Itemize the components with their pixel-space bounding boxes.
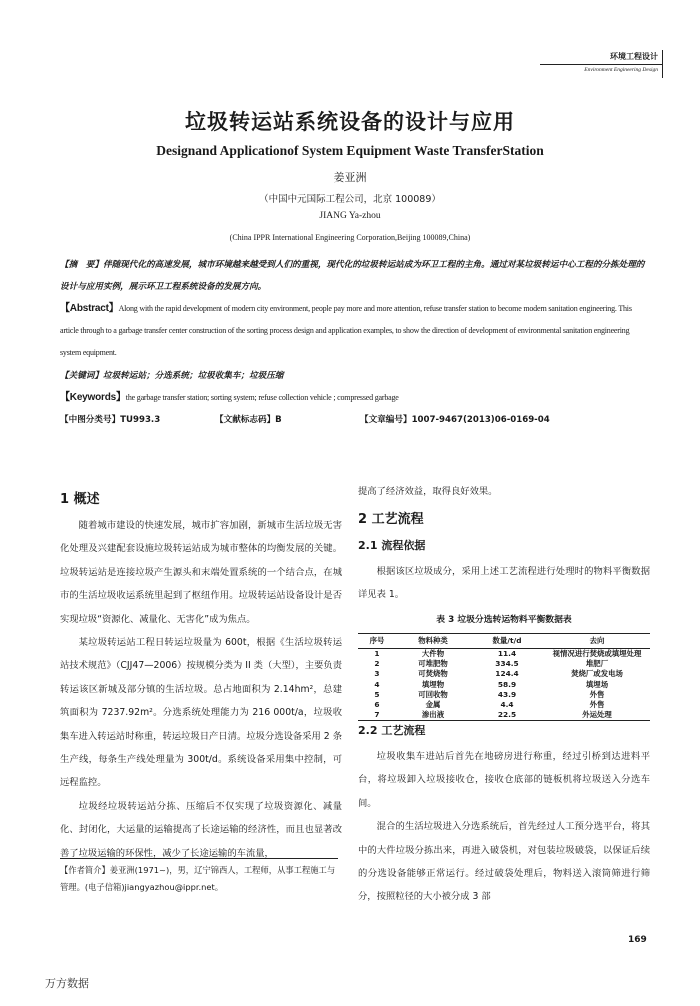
article-title-en: Designand Applicationof System Equipment Waste TransferStation: [156, 143, 544, 158]
table-row: [358, 700, 650, 710]
table-cell: 可焚烧物: [418, 669, 448, 679]
table-row: [358, 690, 650, 700]
clc-number: 【中图分类号】TU993.3: [60, 415, 161, 425]
table-cell: 334.5: [495, 659, 519, 669]
paragraph: 混合的生活垃圾进入分选系统后，首先经过人工预分选平台，将其中的大件垃圾分拣出来，再进入破袋机，对包装垃圾破袋，以保证后续的分选设备能够正常运行。经过破袋处理后，物料送入滚筒筛进行筛分，按照粒径的大小被分成 3 部: [358, 821, 650, 903]
table-cell: 2: [374, 659, 380, 669]
paragraph: 垃圾收集车进站后首先在地磅房进行称重，经过引桥到达进料平台，将垃圾卸入垃圾接收仓，接收仓底部的链板机将垃圾送入分选车间。: [358, 751, 650, 809]
subsection-2-1-heading: 2.1 流程依据: [358, 539, 426, 552]
table-row: [358, 659, 650, 669]
table-cell: 4: [374, 679, 380, 689]
subsection-2-2-heading: 2.2 工艺流程: [358, 724, 426, 737]
table-header-cell: 数量/t/d: [470, 634, 544, 649]
table-cell: 视情况进行焚烧或填埋处理: [552, 649, 642, 658]
abstract-en-text: Along with the rapid development of modern city environment, people pay more and more attention, refuse transfer station to become modern sanitation engineering. This article through to a garbage transfer center construction of the sorting process design and application examples, to show the direction of development of environmental sanitation engineering system equipment.: [60, 304, 632, 357]
table-header-cell: 序号: [358, 634, 396, 649]
table-row: [358, 680, 650, 690]
journal-name-en: Environment Engineering Design: [584, 67, 658, 73]
table-header-row: [358, 634, 650, 649]
table-cell: 4.4: [500, 700, 514, 710]
author-footnote: 【作者简介】姜亚洲(1971~)，男，辽宁锦西人，工程师，从事工程施工与管理。(电子信箱)jiangyazhou@ippr.net。: [60, 865, 336, 892]
keywords-en-text: the garbage transfer station; sorting system; refuse collection vehicle ; compressed garbage: [125, 393, 399, 402]
table-cell: 22.5: [470, 710, 544, 721]
table-title: 表 3 垃圾分选转运物料平衡数据表: [436, 615, 572, 625]
paragraph: 某垃圾转运站工程日转运垃圾量为 600t，根据《生活垃圾转运站技术规范》（CJJ47—2006）按规模分类为 II 类（大型），主要负责转运该区新城及部分镇的生活垃圾。总占地面积为 2.14hm²，总建筑面积为 7237.92m²。分选系统处理能力为 216 000t/a，垃圾收集车进入转运站时称重，转运垃圾日产日清。垃圾分选设备采用 2 条生产线，每条生产线处理量为 300t/d。系统设备采用集中控制，可远程监控。: [60, 637, 342, 789]
table-cell: 外售: [589, 700, 605, 710]
table-header-cell: 去向: [544, 634, 650, 649]
table-row: [358, 649, 650, 660]
paragraph: 垃圾经垃圾转运站分拣、压缩后不仅实现了垃圾资源化、减量化、封闭化，大运量的运输提高了长途运输的经济性，而且也显著改善了垃圾运输的环保性，减少了长途运输的车流量，: [60, 800, 342, 859]
table-cell: 填埋场: [585, 679, 609, 689]
keywords-zh-label: 【关键词】: [60, 371, 103, 381]
subsection-2-1-text: 根据该区垃圾成分，采用上述工艺流程进行处理时的物料平衡数据详见表 1。: [358, 566, 650, 601]
paragraph: 随着城市建设的快速发展，城市扩容加剧，新城市生活垃圾无害化处理及兴建配套设施垃圾转运站成为城市整体的均衡发展的关键。垃圾转运站是连接垃圾产生源头和末端处置系统的一个结合点，在城市的生活垃圾收运系统里起到了枢纽作用。垃圾转运站设备设计是否实现垃圾“资源化、减量化、无害化”成为焦点。: [60, 520, 342, 625]
table-cell: 大件物: [421, 649, 445, 658]
affiliation-en: (China IPPR International Engineering Corporation,Beijing 100089,China): [229, 233, 471, 242]
keywords-zh-text: 垃圾转运站；分选系统；垃圾收集车；垃圾压缩: [102, 371, 284, 381]
right-column-continuation: 提高了经济效益，取得良好效果。: [358, 486, 498, 497]
table-cell: 可回收物: [418, 689, 448, 699]
section-1-heading: 1 概述: [60, 492, 100, 507]
table-cell: 5: [374, 689, 380, 699]
table-cell: 外运处理: [544, 710, 650, 721]
keywords-zh: [60, 365, 648, 387]
material-balance-table: [358, 633, 650, 721]
abstract-zh: [60, 254, 648, 298]
table-row: [358, 710, 650, 721]
abstract-en: [60, 298, 648, 364]
section-2-heading: 2 工艺流程: [358, 512, 424, 527]
table-cell: 可堆肥物: [418, 659, 448, 669]
abstract-zh-text: 伴随现代化的高速发展，城市环境越来越受到人们的重视，现代化的垃圾转运站成为环卫工程的主角。通过对某垃圾转运中心工程的分拣处理的设计与应用实例，展示环卫工程系统设备的发展方向。: [60, 260, 645, 292]
table-cell: 1: [374, 649, 380, 658]
subsection-2-2-text: [358, 745, 650, 909]
table-cell: 填埋物: [421, 679, 445, 689]
article-number: 【文章编号】1007-9467(2013)06-0169-04: [360, 415, 550, 425]
journal-name-zh: 环境工程设计: [610, 52, 658, 61]
wanfang-watermark: 万方数据: [45, 977, 89, 990]
table-header-cell: 物料种类: [396, 634, 470, 649]
page-number: 169: [628, 935, 647, 945]
journal-header: [540, 50, 663, 78]
table-cell: 焚烧厂或发电场: [571, 669, 623, 679]
keywords-en-label: 【Keywords】: [60, 392, 126, 403]
table-cell: 6: [374, 700, 380, 710]
table-cell: 43.9: [497, 689, 517, 699]
table-cell: 7: [358, 710, 396, 721]
affiliation-zh: （中国中元国际工程公司，北京 100089）: [259, 194, 441, 205]
table-cell: 11.4: [497, 649, 517, 658]
table-cell: 58.9: [497, 679, 517, 689]
author-name-zh: 姜亚洲: [333, 171, 367, 184]
article-title-zh: 垃圾转运站系统设备的设计与应用: [185, 110, 515, 134]
table-cell: 3: [374, 669, 380, 679]
document-code: 【文献标志码】B: [215, 415, 282, 425]
table-row: [358, 669, 650, 679]
abstract-zh-label: 【摘 要】: [60, 260, 103, 270]
table-cell: 渗出液: [396, 710, 470, 721]
keywords-en: [60, 387, 648, 409]
header-rule: [540, 64, 662, 65]
left-column: [60, 514, 342, 865]
table-cell: 124.4: [495, 669, 519, 679]
table-cell: 堆肥厂: [585, 659, 609, 669]
author-name-en: JIANG Ya-zhou: [319, 211, 381, 221]
footnote-rule: [60, 858, 338, 859]
table-cell: 外售: [589, 689, 605, 699]
abstract-en-label: 【Abstract】: [60, 303, 119, 314]
table-cell: 金属: [425, 700, 441, 710]
